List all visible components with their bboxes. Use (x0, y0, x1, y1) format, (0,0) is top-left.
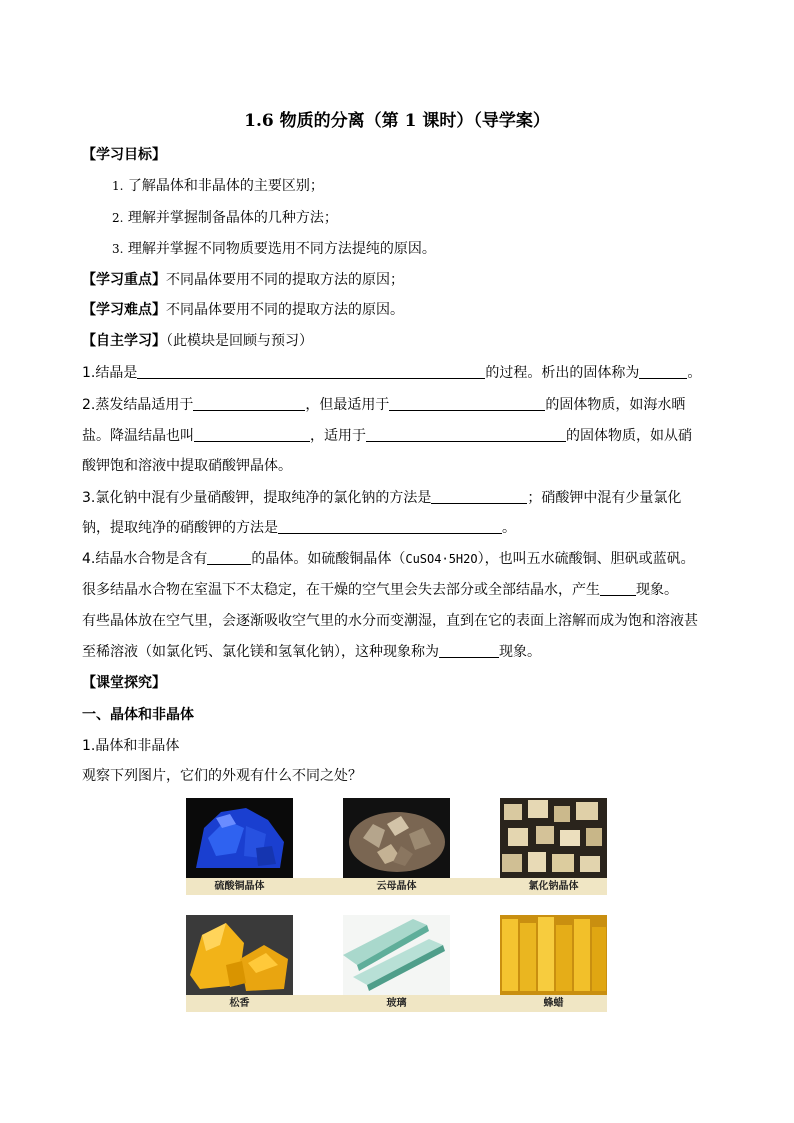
explore-heading: 【课堂探究】 (82, 675, 166, 691)
objective-item-1: 1. 了解晶体和非晶体的主要区别； (112, 178, 324, 194)
photo-caption: 玻璃 (343, 995, 450, 1012)
answer-blank[interactable] (439, 642, 499, 658)
photo-prompt: 观察下列图片，它们的外观有什么不同之处？ (82, 768, 362, 784)
answer-blank[interactable] (207, 549, 251, 565)
subsection-heading: 1.晶体和非晶体 (82, 738, 180, 754)
section-heading: 一、晶体和非晶体 (82, 707, 194, 723)
answer-blank[interactable] (366, 426, 566, 442)
question-3-line-2: 钠，提取纯净的硝酸钾的方法是 。 (82, 520, 516, 536)
answer-blank[interactable] (193, 395, 305, 411)
question-2-line-3: 酸钾饱和溶液中提取硝酸钾晶体。 (82, 458, 292, 474)
answer-blank[interactable] (431, 488, 527, 504)
objectives-heading: 【学习目标】 (82, 147, 166, 163)
question-4-line-1: 4.结晶水合物是含有 的晶体。如硫酸铜晶体（CuSO4·5H2O），也叫五水硫酸铜、胆矾或蓝矾。 (82, 551, 695, 567)
question-4-line-2: 很多结晶水合物在室温下不太稳定，在干燥的空气里会失去部分或全部结晶水，产生 现象。 (82, 582, 678, 598)
photo-mica (343, 798, 450, 895)
photo-sodium-chloride (500, 798, 607, 895)
answer-blank[interactable] (639, 363, 687, 379)
objective-item-3: 3. 理解并掌握不同物质要选用不同方法提纯的原因。 (112, 241, 436, 257)
photo-glass (343, 915, 450, 1012)
photo-caption: 蜂蜡 (500, 995, 607, 1012)
photo-caption: 松香 (186, 995, 293, 1012)
crystal-photo-grid (186, 798, 607, 1012)
self-study-heading: 【自主学习】（此模块是回顾与预习） (82, 333, 313, 349)
photo-caption: 硫酸铜晶体 (186, 878, 293, 895)
photo-caption: 氯化钠晶体 (500, 878, 607, 895)
question-2-line-2: 盐。降温结晶也叫 ，适用于 的固体物质，如从硝 (82, 428, 692, 444)
question-4-line-3: 有些晶体放在空气里，会逐渐吸收空气里的水分而变潮湿，直到在它的表面上溶解而成为饱和溶液甚 (82, 613, 698, 629)
glass-image (343, 915, 450, 995)
sodium-chloride-image (500, 798, 607, 878)
photo-beeswax (500, 915, 607, 1012)
answer-blank[interactable] (137, 363, 485, 379)
question-1: 1.结晶是 的过程。析出的固体称为 。 (82, 365, 702, 381)
page-title: 1.6 物质的分离（第 1 课时）（导学案） (244, 111, 550, 131)
photo-copper-sulfate (186, 798, 293, 895)
photo-rosin (186, 915, 293, 1012)
copper-sulfate-image (186, 798, 293, 878)
difficulty: 【学习难点】不同晶体要用不同的提取方法的原因。 (82, 302, 404, 318)
photo-caption: 云母晶体 (343, 878, 450, 895)
key-point: 【学习重点】不同晶体要用不同的提取方法的原因； (82, 272, 404, 288)
beeswax-image (500, 915, 607, 995)
objective-item-2: 2. 理解并掌握制备晶体的几种方法； (112, 210, 338, 226)
answer-blank[interactable] (389, 395, 545, 411)
rosin-image (186, 915, 293, 995)
mica-image (343, 798, 450, 878)
question-2-line-1: 2.蒸发结晶适用于 ，但最适用于 的固体物质，如海水晒 (82, 397, 686, 413)
question-3-line-1: 3.氯化钠中混有少量硝酸钾，提取纯净的氯化钠的方法是 ；硝酸钾中混有少量氯化 (82, 490, 682, 506)
question-4-line-4: 至稀溶液（如氯化钙、氯化镁和氢氧化钠），这种现象称为 现象。 (82, 644, 541, 660)
answer-blank[interactable] (194, 426, 310, 442)
answer-blank[interactable] (278, 518, 502, 534)
answer-blank[interactable] (600, 580, 636, 596)
